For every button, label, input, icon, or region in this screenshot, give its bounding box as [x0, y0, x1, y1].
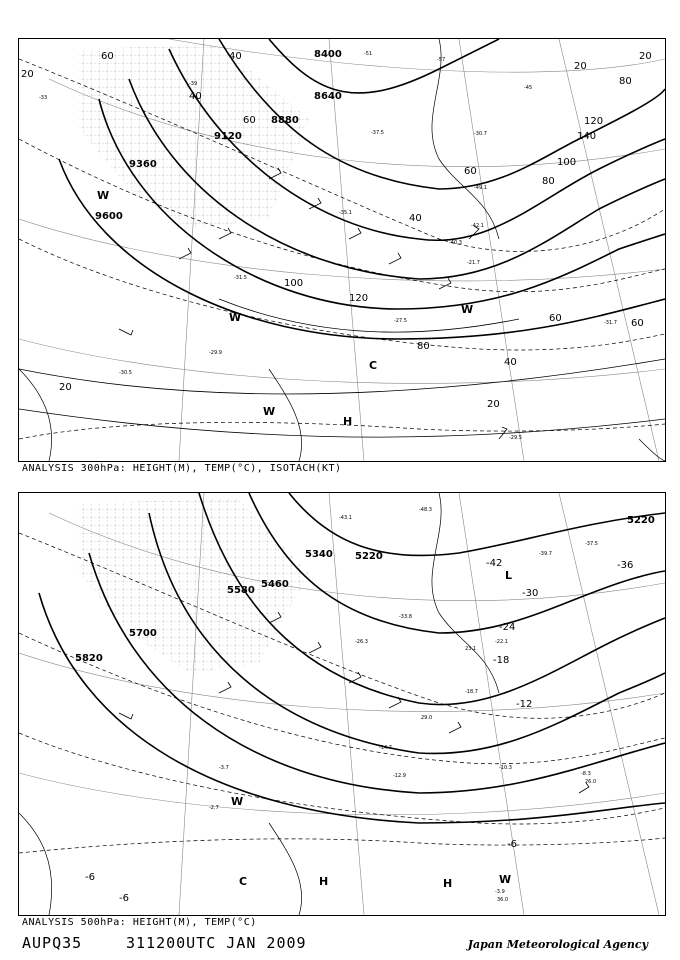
isotach-label: 40 [504, 357, 517, 368]
caption-500hpa: ANALYSIS 500hPa: HEIGHT(M), TEMP(°C) [22, 917, 257, 928]
map-500hpa-svg [19, 493, 665, 915]
height-label: 9120 [214, 131, 242, 142]
isotach-label: 80 [417, 341, 430, 352]
marker: W [229, 311, 242, 324]
marker: H [443, 877, 453, 890]
caption-300hpa: ANALYSIS 300hPa: HEIGHT(M), TEMP(°C), ISOTACH(KT) [22, 463, 342, 474]
height-label: 9600 [95, 211, 123, 222]
obs-value: -37.5 [585, 541, 598, 547]
isotach-label: 20 [639, 51, 652, 62]
marker: H [319, 875, 329, 888]
marker: W [499, 873, 512, 886]
obs-value: -3.7 [219, 765, 229, 771]
height-label: 5820 [75, 653, 103, 664]
marker: W [97, 189, 110, 202]
obs-value: -22.1 [495, 639, 508, 645]
isotach-label: 40 [189, 91, 202, 102]
height-label: 5220 [355, 551, 383, 562]
isotach-label: 60 [464, 166, 477, 177]
marker: C [369, 359, 378, 372]
obs-value: 36.0 [497, 897, 509, 903]
obs-value: -48.3 [419, 507, 432, 513]
obs-value: -30.7 [474, 131, 487, 137]
temp-label: -12 [516, 699, 533, 710]
marker: W [461, 303, 474, 316]
obs-value: -39 [189, 81, 198, 87]
obs-value: -21.7 [467, 260, 480, 266]
obs-value: -31.7 [604, 320, 617, 326]
isotachs [19, 299, 665, 437]
temp-label: -6 [507, 839, 517, 850]
obs-value: -10.3 [499, 765, 512, 771]
marker: C [239, 875, 248, 888]
obs-value: -14.7 [379, 745, 392, 751]
chart-id: AUPQ35 [22, 934, 83, 952]
obs-value: -18.7 [465, 689, 478, 695]
map-300hpa [18, 38, 666, 462]
height-label: 5220 [627, 515, 655, 526]
obs-value: -43.1 [339, 515, 352, 521]
temp-label: -18 [493, 655, 510, 666]
height-label: 8640 [314, 91, 342, 102]
isotach-label: 100 [284, 278, 304, 289]
height-label: 5340 [305, 549, 333, 560]
valid-time: 311200UTC JAN 2009 [126, 934, 307, 952]
obs-value: -8.3 [581, 771, 591, 777]
height-label: 8400 [314, 49, 342, 60]
temp-label: -36 [617, 560, 634, 571]
isotach-label: 20 [574, 61, 587, 72]
map-300hpa-svg [19, 39, 665, 461]
height-label: 9360 [129, 159, 157, 170]
isotach-label: 60 [101, 51, 114, 62]
isotach-label: 60 [243, 115, 256, 126]
isotach-label: 20 [487, 399, 500, 410]
isotach-label: 140 [577, 131, 597, 142]
obs-value: -35.1 [339, 210, 352, 216]
obs-value: -3.9 [495, 889, 505, 895]
temp-label: -24 [499, 622, 516, 633]
marker: H [343, 415, 353, 428]
isotach-label: 40 [409, 213, 422, 224]
isotach-label: 40 [229, 51, 242, 62]
isotach-label: 20 [21, 69, 34, 80]
isotach-label: 100 [557, 157, 577, 168]
obs-value: -29.9 [209, 350, 222, 356]
obs-value: -37.5 [371, 130, 384, 136]
obs-value: -40.3 [449, 240, 462, 246]
marker: W [263, 405, 276, 418]
marker: W [231, 795, 244, 808]
obs-value: -42.1 [471, 223, 484, 229]
obs-value: -26.3 [355, 639, 368, 645]
isotach-label: 120 [584, 116, 604, 127]
height-label: 5460 [261, 579, 289, 590]
obs-value: 29.0 [421, 715, 433, 721]
obs-value: -51 [364, 51, 373, 57]
obs-value: -27.5 [394, 318, 407, 324]
obs-value: -49.1 [474, 185, 487, 191]
height-label: 5580 [227, 585, 255, 596]
obs-value: -33 [39, 95, 48, 101]
obs-value: -33.8 [399, 614, 412, 620]
temp-label: -6 [85, 872, 95, 883]
obs-value: -31.5 [234, 275, 247, 281]
obs-value: -45 [524, 85, 533, 91]
obs-value: -2.7 [209, 805, 219, 811]
obs-value: -30.5 [119, 370, 132, 376]
map-500hpa [18, 492, 666, 916]
agency-name: Japan Meteorological Agency [467, 938, 648, 951]
obs-value: -57 [437, 57, 446, 63]
temp-label: -42 [486, 558, 503, 569]
marker: L [505, 569, 513, 582]
obs-value: 26.0 [585, 779, 597, 785]
isotach-label: 80 [542, 176, 555, 187]
obs-value: -29.5 [509, 435, 522, 441]
isotach-label: 20 [59, 382, 72, 393]
obs-value: 23.1 [465, 646, 477, 652]
isotach-label: 60 [631, 318, 644, 329]
isotach-label: 80 [619, 76, 632, 87]
terrain-hatch [79, 44, 309, 229]
isotach-label: 120 [349, 293, 369, 304]
height-label: 8880 [271, 115, 299, 126]
temp-label: -6 [119, 893, 129, 904]
obs-value: -39.7 [539, 551, 552, 557]
isotach-label: 60 [549, 313, 562, 324]
temp-label: -30 [522, 588, 539, 599]
obs-value: -12.9 [393, 773, 406, 779]
height-label: 5700 [129, 628, 157, 639]
